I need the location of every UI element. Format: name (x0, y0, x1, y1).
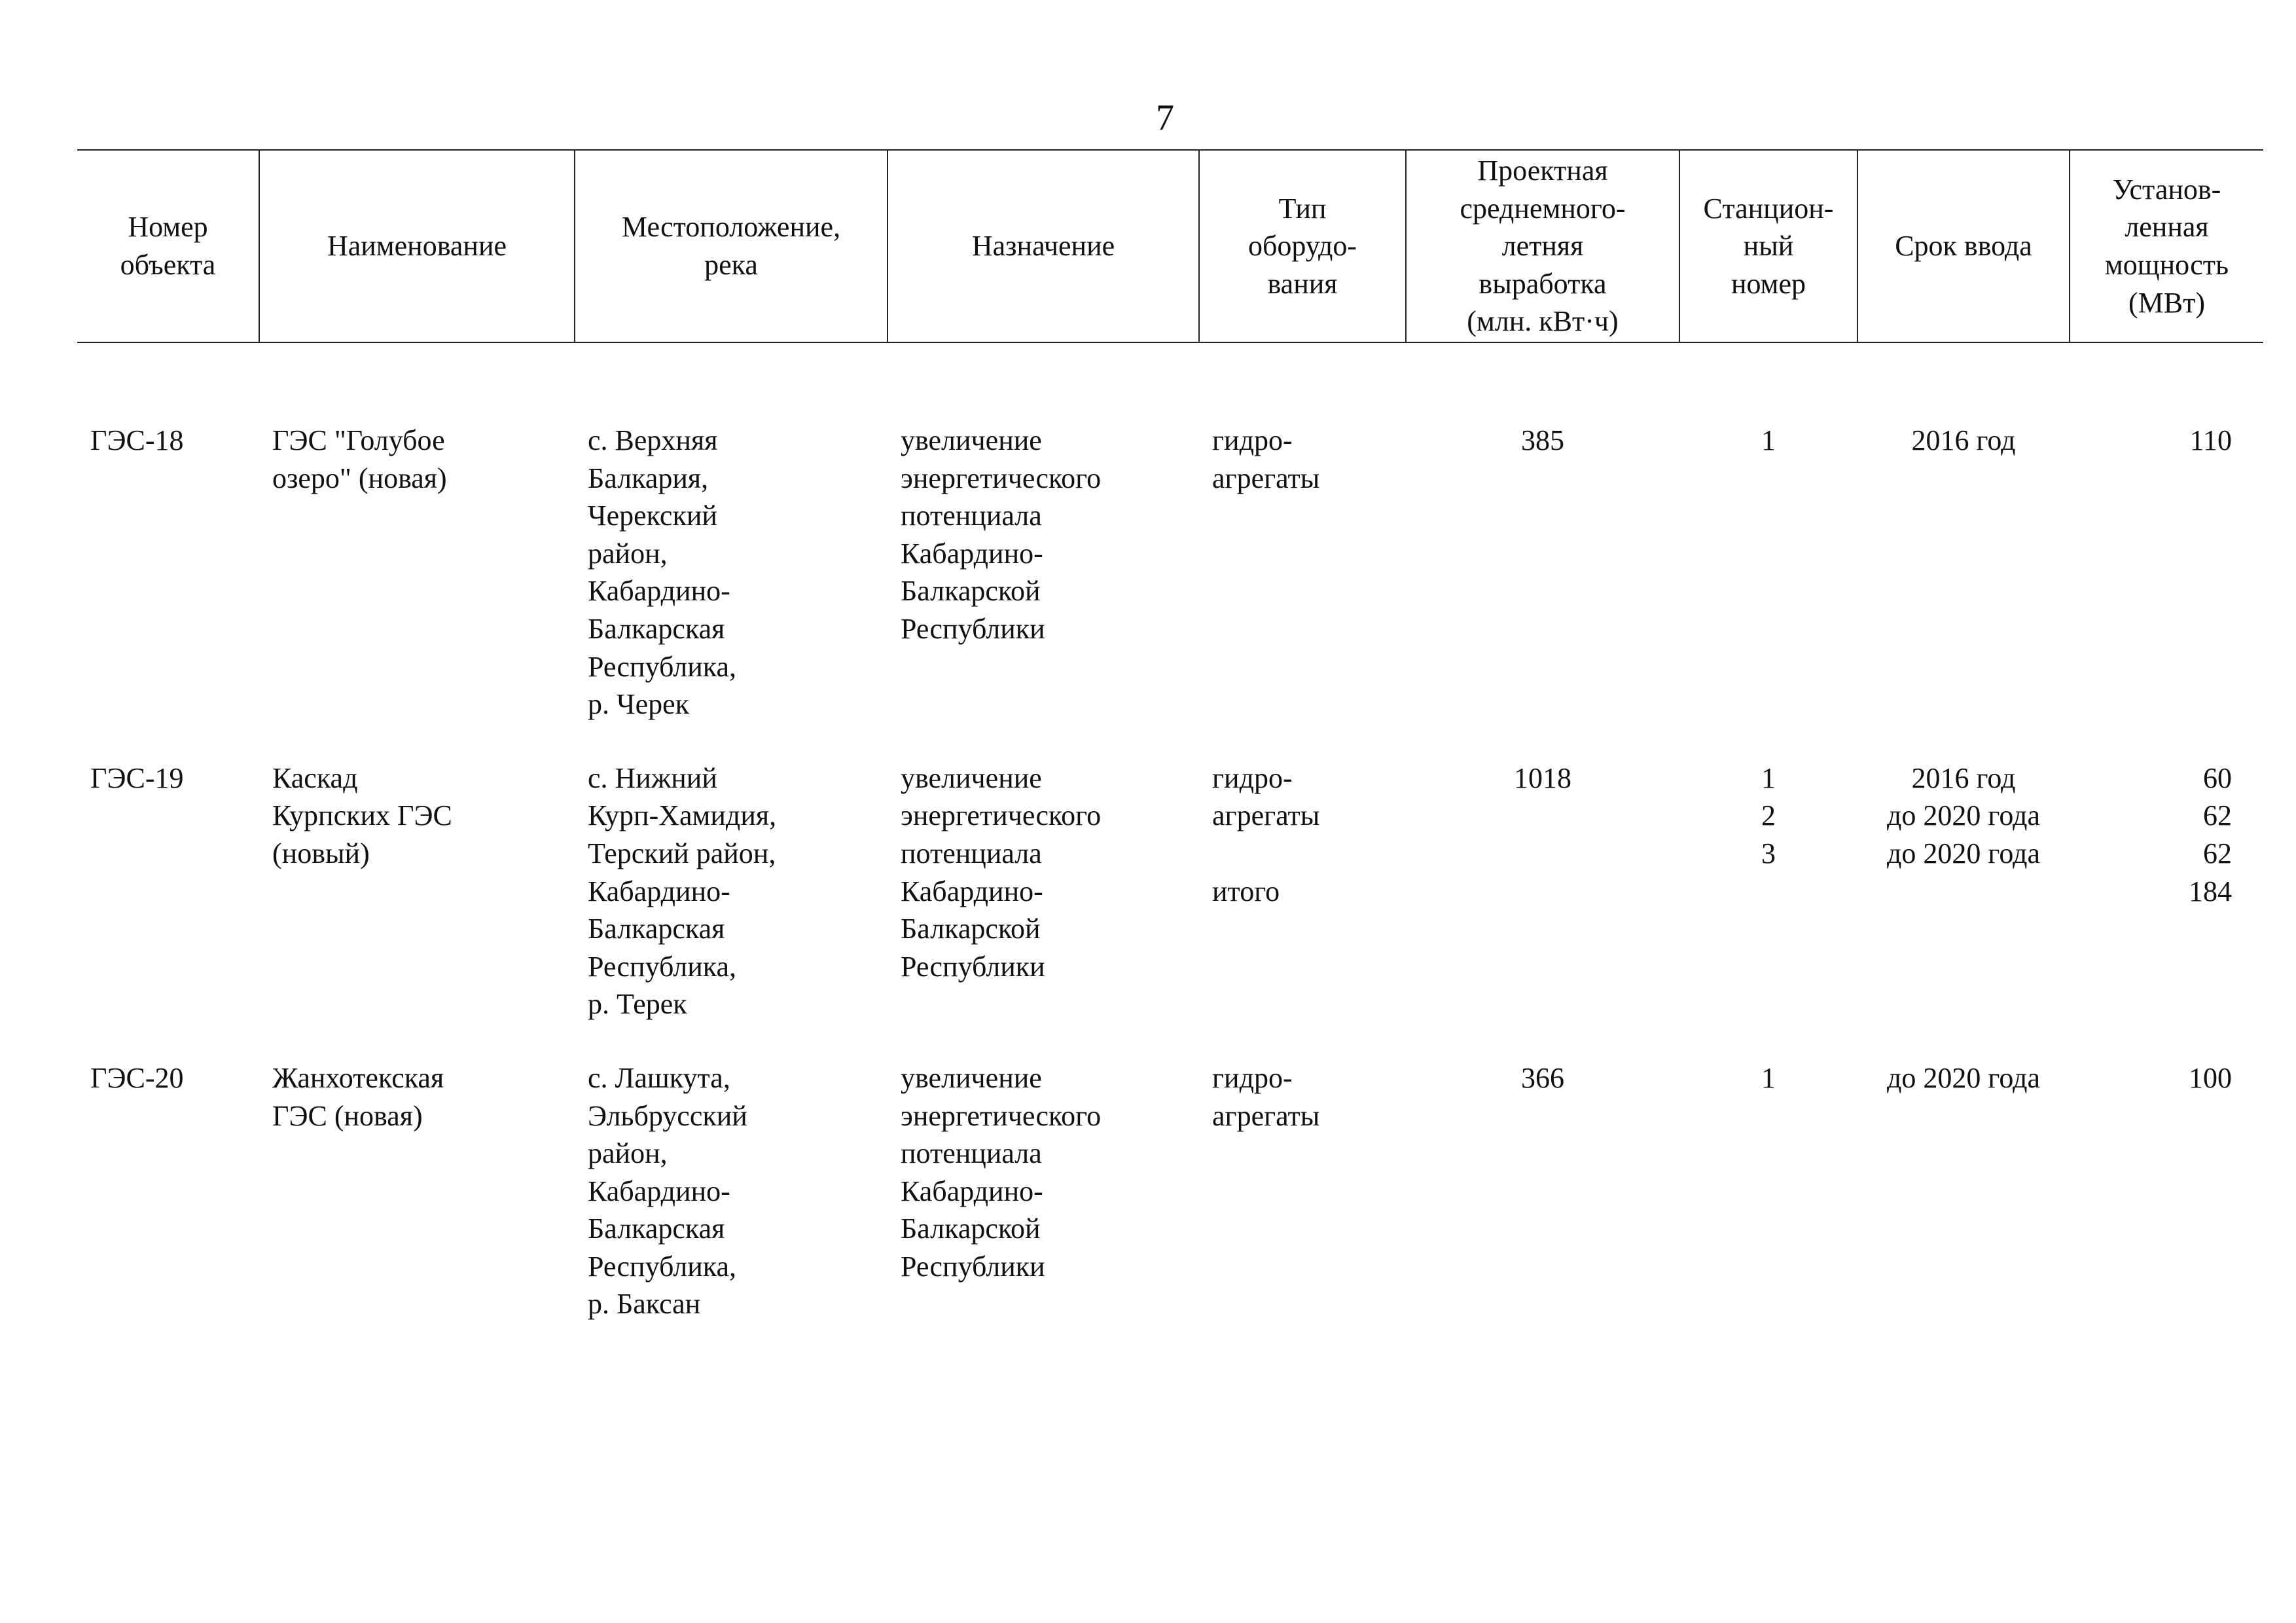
cell-line: 2016 год (1911, 761, 2016, 794)
cell-line: Балкарская (588, 612, 725, 645)
cell-line: 100 (2189, 1061, 2232, 1094)
cell-line: ный (1743, 230, 1794, 263)
cell-line: Проектная (1477, 155, 1608, 187)
cell-line: с. Нижний (588, 761, 717, 794)
cell-line: Кабардино- (588, 875, 730, 907)
name-cell (259, 422, 575, 759)
commissioning-cell (1857, 1059, 2070, 1323)
cell-line: гидро- (1212, 1061, 1293, 1094)
cell-line: ГЭС "Голубое (272, 424, 445, 456)
cell-line: район, (588, 1137, 668, 1170)
cell-line: Жанхотекская (272, 1061, 444, 1094)
cell-line: (МВт) (2128, 286, 2205, 319)
output-cell (1406, 1059, 1679, 1323)
name-cell (259, 1059, 575, 1323)
cell-line: Республика, (588, 650, 737, 683)
output-cell (1406, 422, 1679, 759)
cell-line: Балкария, (588, 462, 709, 494)
cell-line: р. Черек (588, 688, 690, 721)
design-output-value: 1018 (1514, 761, 1571, 794)
cell-line: оборудо- (1247, 230, 1357, 263)
table-header (77, 150, 2263, 342)
cell-line: летняя (1501, 230, 1584, 263)
cell-line: Курпских ГЭС (272, 799, 452, 832)
cell-line: район, (588, 537, 668, 570)
spacer (1212, 835, 1393, 873)
cell-line: Республика, (588, 950, 737, 983)
station-number-cell (1679, 1059, 1857, 1323)
station-number-cell (1679, 422, 1857, 759)
cell-line: Республики (901, 1250, 1045, 1283)
cell-line: Местоположение, (621, 211, 841, 244)
cell-line: Назначение (971, 230, 1115, 263)
header-spacer (77, 342, 2263, 422)
cell-line: гидро- (1212, 424, 1293, 456)
purpose-cell (888, 1059, 1199, 1323)
cell-line: до 2020 года (1887, 837, 2040, 869)
cell-line: 62 (2203, 799, 2232, 832)
cell-line: Станцион- (1703, 192, 1834, 225)
cell-line: Каскад (272, 761, 358, 794)
object-number: ГЭС-18 (90, 424, 184, 456)
cell-line: Терский район, (588, 837, 776, 869)
cell-line: озеро" (новая) (272, 462, 447, 494)
cell-line: с. Лашкута, (588, 1061, 730, 1094)
cell-line: Республики (901, 950, 1045, 983)
object-number: ГЭС-19 (90, 761, 184, 794)
cell-line: Республика, (588, 1250, 737, 1283)
cell-line: 3 (1761, 837, 1776, 869)
cell-line: с. Верхняя (588, 424, 718, 456)
cell-line: Наименование (327, 230, 507, 263)
cell-line: Курп-Хамидия, (588, 799, 777, 832)
commissioning-cell (1857, 759, 2070, 1059)
header-purpose (888, 150, 1199, 342)
cell-line: 1 (1761, 761, 1776, 794)
cell-line: Кабардино- (901, 875, 1043, 907)
cell-line: потенциала (901, 837, 1042, 869)
design-output-value: 385 (1521, 424, 1564, 456)
object-number-cell (77, 422, 259, 759)
location-cell (575, 422, 888, 759)
cell-line: 1 (1761, 1061, 1776, 1094)
cell-line: Республики (901, 612, 1045, 645)
header-name (259, 150, 575, 342)
cell-line: ГЭС (новая) (272, 1099, 423, 1132)
table-row (77, 1059, 2263, 1323)
cell-line: Установ- (2112, 173, 2221, 206)
cell-line: энергетического (901, 1099, 1102, 1132)
cell-line: Кабардино- (901, 1175, 1043, 1207)
cell-line: увеличение (901, 424, 1042, 456)
cell-line: Кабардино- (901, 537, 1043, 570)
purpose-cell (888, 759, 1199, 1059)
cell-line: Тип (1278, 192, 1327, 225)
header-station-number (1679, 150, 1857, 342)
cell-line: номер (1731, 267, 1806, 300)
cell-line: потенциала (901, 500, 1042, 532)
object-number-cell (77, 759, 259, 1059)
capacity-cell (2070, 422, 2263, 759)
cell-line: увеличение (901, 761, 1042, 794)
capacity-cell (2070, 759, 2263, 1059)
cell-line: среднемного- (1460, 192, 1626, 225)
equipment-cell (1199, 422, 1406, 759)
cell-line: Кабардино- (588, 1175, 730, 1207)
cell-line: Балкарской (901, 913, 1041, 945)
cell-line: Срок ввода (1895, 230, 2032, 263)
cell-line: р. Терек (588, 988, 687, 1021)
cell-line: Балкарская (588, 1213, 725, 1245)
table-row (77, 759, 2263, 1059)
cell-line: р. Баксан (588, 1288, 701, 1321)
cell-line: вания (1267, 267, 1338, 300)
header-commissioning (1857, 150, 2070, 342)
cell-line: до 2020 года (1887, 799, 2040, 832)
cell-line: 2 (1761, 799, 1776, 832)
cell-line: энергетического (901, 462, 1102, 494)
cell-line: Балкарской (901, 1213, 1041, 1245)
table-row (77, 422, 2263, 759)
purpose-cell (888, 422, 1199, 759)
power-plants-table (77, 149, 2263, 1323)
cell-line: Черекский (588, 500, 717, 532)
equipment-cell (1199, 759, 1406, 1059)
cell-line: агрегаты (1212, 462, 1320, 494)
cell-line: Номер (128, 211, 208, 244)
location-cell (575, 1059, 888, 1323)
cell-line: 110 (2189, 424, 2232, 456)
header-object-number (77, 150, 259, 342)
cell-line: энергетического (901, 799, 1102, 832)
capacity-total: 184 (2189, 875, 2232, 907)
header-row (77, 150, 2263, 342)
commissioning-cell (1857, 422, 2070, 759)
header-equipment-type (1199, 150, 1406, 342)
cell-line: Эльбрусский (588, 1099, 747, 1132)
cell-line: Балкарская (588, 913, 725, 945)
cell-line: река (704, 249, 758, 281)
header-capacity (2070, 150, 2263, 342)
cell-line: агрегаты (1212, 799, 1320, 832)
cell-line: 62 (2203, 837, 2232, 869)
cell-line: 2016 год (1911, 424, 2016, 456)
cell-line: потенциала (901, 1137, 1042, 1170)
cell-line: ленная (2125, 211, 2209, 244)
cell-line: до 2020 года (1887, 1061, 2040, 1094)
station-number-cell (1679, 759, 1857, 1059)
cell-line: Кабардино- (588, 575, 730, 608)
cell-line: 60 (2203, 761, 2232, 794)
cell-line: 1 (1761, 424, 1776, 456)
object-number-cell (77, 1059, 259, 1323)
header-location (575, 150, 888, 342)
design-output-value: 366 (1521, 1061, 1564, 1094)
cell-line: гидро- (1212, 761, 1293, 794)
cell-line: увеличение (901, 1061, 1042, 1094)
cell-line: (новый) (272, 837, 370, 869)
equipment-cell (1199, 1059, 1406, 1323)
table-body (77, 342, 2263, 1323)
page-number: 7 (1156, 98, 1174, 138)
location-cell (575, 759, 888, 1059)
capacity-cell (2070, 1059, 2263, 1323)
cell-line: (млн. кВт·ч) (1467, 305, 1619, 338)
equipment-total-label: итого (1212, 875, 1280, 907)
cell-line: объекта (120, 249, 216, 281)
object-number: ГЭС-20 (90, 1061, 184, 1094)
cell-line: выработка (1479, 267, 1607, 300)
output-cell (1406, 759, 1679, 1059)
cell-line: агрегаты (1212, 1099, 1320, 1132)
cell-line: мощность (2104, 249, 2229, 281)
cell-line: Балкарской (901, 575, 1041, 608)
name-cell (259, 759, 575, 1059)
header-design-output (1406, 150, 1679, 342)
